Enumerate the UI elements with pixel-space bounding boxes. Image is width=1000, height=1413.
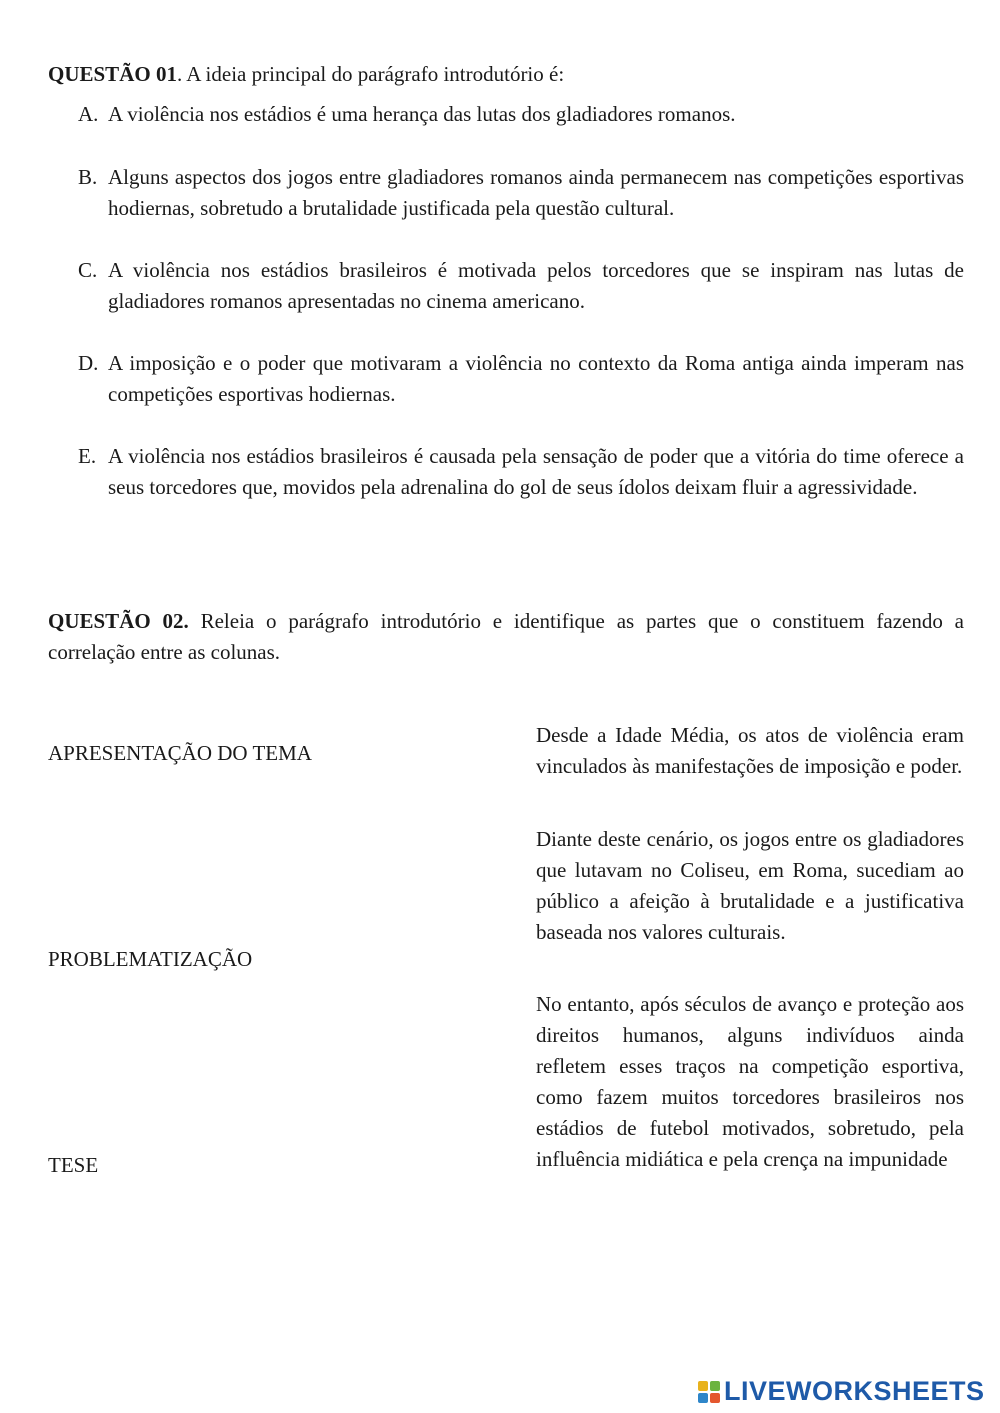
option-d-text: A imposição e o poder que motivaram a violência no contexto da Roma antiga ainda imperam nas competições esportivas hodiernas.: [108, 351, 964, 406]
match-left-item-1[interactable]: APRESENTAÇÃO DO TEMA: [48, 741, 312, 765]
option-a-letter: A.: [78, 102, 99, 126]
option-b-text: Alguns aspectos dos jogos entre gladiadores romanos ainda permanecem nas competições esportivas hodiernas, sobretudo a brutalidade justificada pela questão cultural.: [108, 165, 964, 220]
question-2-prompt: Releia o parágrafo introdutório e identifique as partes que o constituem fazendo a correlação entre as colunas.: [48, 609, 964, 664]
option-d-letter: D.: [78, 351, 99, 375]
option-c-letter: C.: [78, 258, 98, 282]
option-d[interactable]: [78, 348, 964, 410]
option-b[interactable]: [78, 162, 964, 224]
option-c[interactable]: [78, 255, 964, 317]
match-right-item-3[interactable]: No entanto, após séculos de avanço e proteção aos direitos humanos, alguns indivíduos ainda refletem esses traços na competição esportiva, como fazem muitos torcedores brasileiros nos estádios de futebol motivados, sobretudo, pela influência midiática e pela crença na impunidade: [536, 992, 964, 1171]
option-c-text: A violência nos estádios brasileiros é motivada pelos torcedores que se inspiram nas lutas de gladiadores romanos apresentadas no cinema americano.: [108, 258, 964, 313]
logo-square-1: [698, 1381, 708, 1391]
match-left-item-2[interactable]: PROBLEMATIZAÇÃO: [48, 947, 253, 971]
liveworksheets-logo-text: LIVEWORKSHEETS: [724, 1376, 985, 1406]
logo-square-4: [710, 1393, 720, 1403]
question-2-label: QUESTÃO 02.: [48, 609, 189, 633]
question-1-prompt: . A ideia principal do parágrafo introdutório é:: [176, 62, 565, 86]
match-right-item-1[interactable]: Desde a Idade Média, os atos de violência eram vinculados às manifestações de imposição e poder.: [536, 723, 964, 778]
liveworksheets-logo: [698, 1376, 985, 1407]
match-left-item-3[interactable]: TESE: [48, 1153, 99, 1177]
option-a[interactable]: [78, 99, 964, 130]
question-1-heading: [48, 59, 564, 90]
option-a-text: A violência nos estádios é uma herança das lutas dos gladiadores romanos.: [108, 102, 736, 126]
liveworksheets-logo-icon: [698, 1381, 720, 1403]
question-2-heading: [48, 606, 964, 668]
option-e[interactable]: [78, 441, 964, 503]
question-1-label: QUESTÃO 01: [48, 62, 177, 86]
option-e-letter: E.: [78, 444, 97, 468]
option-e-text: A violência nos estádios brasileiros é causada pela sensação de poder que a vitória do time oferece a seus torcedores que, movidos pela adrenalina do gol de seus ídolos deixam fluir a agressividade.: [108, 444, 964, 499]
option-b-letter: B.: [78, 165, 98, 189]
logo-square-2: [710, 1381, 720, 1391]
match-right-item-2[interactable]: Diante deste cenário, os jogos entre os gladiadores que lutavam no Coliseu, em Roma, sucediam ao público a afeição à brutalidade e a justificativa baseada nos valores culturais.: [536, 827, 964, 944]
logo-square-3: [698, 1393, 708, 1403]
